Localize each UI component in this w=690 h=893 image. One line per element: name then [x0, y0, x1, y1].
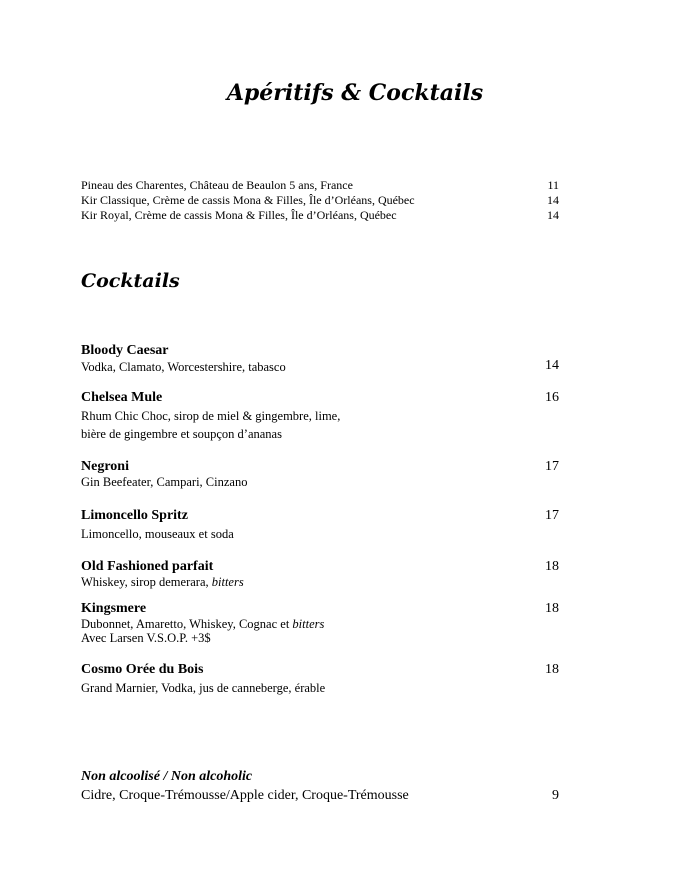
cocktail-name: Limoncello Spritz: [81, 508, 188, 523]
cocktail-description: [81, 617, 324, 632]
non-alcoholic-heading: Non alcoolisé / Non alcoholic: [81, 769, 253, 784]
cocktail-description: Rhum Chic Choc, sirop de miel & gingembre, lime,: [81, 409, 341, 423]
description-italic: bitters: [292, 617, 325, 631]
cocktail-price: 18: [545, 601, 559, 616]
cocktail-name: Kingsmere: [81, 601, 147, 616]
cocktail-description: Limoncello, mouseaux et soda: [81, 527, 234, 541]
section-heading-cocktails: Cocktails: [81, 270, 180, 292]
cocktail-description: [81, 575, 244, 590]
aperitif-price: 14: [547, 193, 559, 207]
cocktail-name: Cosmo Orée du Bois: [81, 662, 204, 677]
aperitif-item: Pineau des Charentes, Château de Beaulon 5 ans, France: [81, 178, 353, 192]
cocktail-name: Old Fashioned parfait: [81, 559, 214, 574]
description-italic: bitters: [211, 575, 244, 589]
cocktail-price: 17: [545, 508, 559, 523]
cocktail-description: Gin Beefeater, Campari, Cinzano: [81, 475, 248, 489]
cocktail-name: Negroni: [81, 459, 129, 474]
description-text: Whiskey, sirop demerara,: [81, 575, 209, 589]
cocktail-description: Vodka, Clamato, Worcestershire, tabasco: [81, 360, 286, 374]
cocktail-name: Chelsea Mule: [81, 390, 163, 405]
cocktail-price: 17: [545, 459, 559, 474]
non-alcoholic-item: Cidre, Croque-Trémousse/Apple cider, Croque-Trémousse: [81, 788, 409, 803]
aperitif-item: Kir Classique, Crème de cassis Mona & Filles, Île d’Orléans, Québec: [81, 193, 415, 207]
cocktail-price: 16: [545, 390, 559, 405]
non-alcoholic-price: 9: [552, 788, 559, 803]
aperitif-price: 14: [547, 208, 559, 222]
description-text: Dubonnet, Amaretto, Whiskey, Cognac et: [81, 617, 290, 631]
cocktail-description: Avec Larsen V.S.O.P. +3$: [81, 631, 211, 645]
cocktail-description: Grand Marnier, Vodka, jus de canneberge, érable: [81, 681, 326, 695]
cocktail-price: 18: [545, 662, 559, 677]
cocktail-name: Bloody Caesar: [81, 343, 169, 358]
page-title: Apéritifs & Cocktails: [226, 80, 484, 106]
aperitif-price: 11: [547, 178, 559, 192]
cocktail-price: 14: [545, 358, 559, 373]
aperitif-item: Kir Royal, Crème de cassis Mona & Filles, Île d’Orléans, Québec: [81, 208, 397, 222]
cocktail-price: 18: [545, 559, 559, 574]
cocktail-description: bière de gingembre et soupçon d’ananas: [81, 427, 282, 441]
